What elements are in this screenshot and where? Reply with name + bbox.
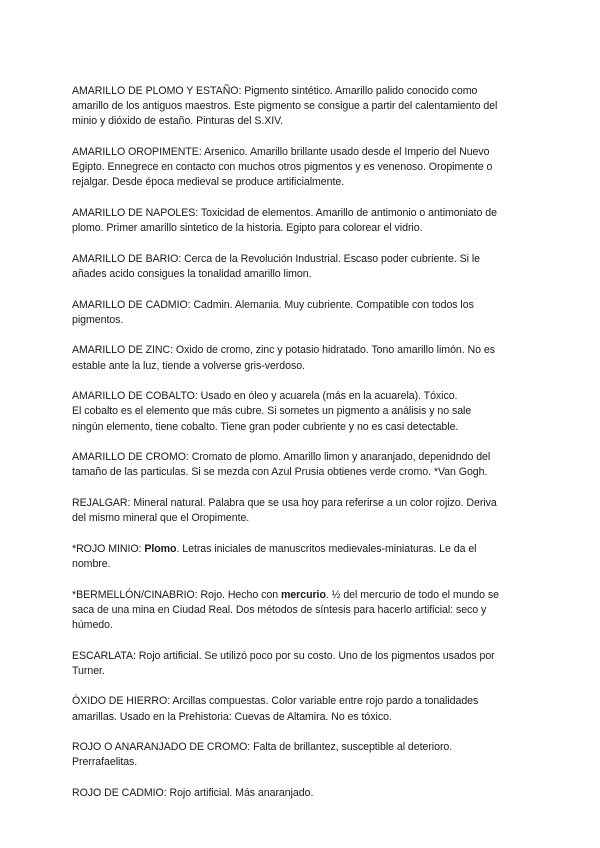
text-line: Prerrafaelitas.	[72, 756, 138, 769]
bold-text-run: Plomo	[144, 542, 177, 555]
text-line: Egipto. Ennegrece en contacto con muchos otros pigmentos y es venenoso. Oropimente o	[72, 161, 493, 174]
text-line: AMARILLO DE CROMO: Cromato de plomo. Amarillo limon y anaranjado, depenidndo del	[72, 451, 491, 464]
text-run: *BERMELLÓN/CINABRIO: Rojo. Hecho con	[72, 588, 281, 601]
text-run: *ROJO MINIO:	[72, 542, 145, 555]
text-line: AMARILLO DE CADMIO: Cadmin. Alemania. Muy cubriente. Compatible con todos los	[72, 298, 474, 311]
text-line: AMARILLO OROPIMENTE: Arsenico. Amarillo brillante usado desde el Imperio del Nuevo	[72, 146, 490, 158]
paragraph-amarillo-oropimente	[72, 145, 534, 191]
text-line	[72, 588, 534, 603]
text-line: amarillo de los antiguos maestros. Este pigmento se consigue a partir del calentamiento del	[72, 100, 498, 113]
text-line: ESCARLATA: Rojo artificial. Se utilizó poco por su costo. Uno de los pigmentos usados por	[72, 649, 495, 662]
text-line: minio y dióxido de estaño. Pinturas del S.XIV.	[72, 115, 284, 128]
text-line: tamaño de las particulas. Si se mezda con Azul Prusia obtienes verde cromo. *Van Gogh.	[72, 466, 488, 479]
paragraph-rojo-anaranjado-cromo	[72, 740, 534, 770]
paragraph-amarillo-cadmio	[72, 298, 534, 328]
paragraph-amarillo-cromo	[72, 450, 534, 480]
text-line: AMARILLO DE PLOMO Y ESTAÑO: Pigmento sintético. Amarillo palido conocido como	[72, 85, 478, 97]
text-run: . Letras iniciales de manuscritos medievales-miniaturas. Le da el	[176, 542, 477, 555]
paragraph-amarillo-plomo-estano	[72, 84, 534, 130]
paragraph-rejalgar	[72, 496, 534, 526]
paragraph-rojo-minio	[72, 542, 534, 572]
text-line: del mismo mineral que el Oropimente.	[72, 512, 250, 525]
paragraph-amarillo-zinc	[72, 343, 534, 373]
text-line: saca de una mina en Ciudad Real. Dos métodos de síntesis para hacerlo artificial: seco y	[72, 603, 487, 616]
paragraph-oxido-hierro	[72, 694, 534, 724]
paragraph-bermellon-cinabrio	[72, 588, 534, 634]
text-line: húmedo.	[72, 618, 113, 631]
text-line: pigmentos.	[72, 313, 124, 326]
text-line: AMARILLO DE BARIO: Cerca de la Revolución Industrial. Escaso poder cubriente. Si le	[72, 252, 481, 265]
text-line: ÓXIDO DE HIERRO: Arcillas compuestas. Color variable entre rojo pardo a tonalidades	[72, 695, 479, 708]
text-line: AMARILLO DE COBALTO: Usado en óleo y acuarela (más en la acuarela). Tóxico.	[72, 390, 458, 403]
text-line: ningún elemento, tiene cobalto. Tiene gran poder cubriente y no es casi detectable.	[72, 420, 459, 433]
text-line: El cobalto es el elemento que más cubre. Si sometes un pigmento a análisis y no sale	[72, 405, 472, 418]
text-line: estable ante la luz, tiende a volverse gris-verdoso.	[72, 359, 305, 372]
text-run: . ½ del mercurio de todo el mundo se	[325, 588, 499, 601]
text-line: Turner.	[72, 664, 105, 677]
text-line: nombre.	[72, 557, 111, 570]
text-line	[72, 542, 534, 557]
document-page	[72, 84, 534, 817]
text-line: rejalgar. Desde época medieval se produce artificialmente.	[72, 176, 345, 189]
text-line: plomo. Primer amarillo sintetico de la historia. Egipto para colorear el vidrio.	[72, 222, 423, 235]
paragraph-amarillo-napoles	[72, 206, 534, 236]
paragraph-amarillo-bario	[72, 252, 534, 282]
text-line: AMARILLO DE NAPOLES: Toxicidad de elementos. Amarillo de antimonio o antimoniato de	[72, 207, 497, 219]
paragraph-escarlata	[72, 649, 534, 679]
bold-text-run: mercurio	[280, 588, 326, 601]
text-line: AMARILLO DE ZINC: Oxido de cromo, zinc y potasio hidratado. Tono amarillo limón. No es	[72, 344, 495, 357]
text-line: amarillas. Usado en la Prehistoria: Cuevas de Altamira. No es tóxico.	[72, 710, 392, 723]
paragraph-amarillo-cobalto	[72, 389, 534, 435]
text-line: ROJO O ANARANJADO DE CROMO: Falta de brillantez, susceptible al deterioro.	[72, 741, 453, 754]
paragraph-rojo-cadmio	[72, 786, 534, 801]
text-line: REJALGAR: Mineral natural. Palabra que se usa hoy para referirse a un color rojizo. Deriva	[72, 496, 497, 509]
text-line: ROJO DE CADMIO: Rojo artificial. Más anaranjado.	[72, 786, 314, 799]
text-line: añades acido consigues la tonalidad amarillo limon.	[72, 268, 312, 280]
